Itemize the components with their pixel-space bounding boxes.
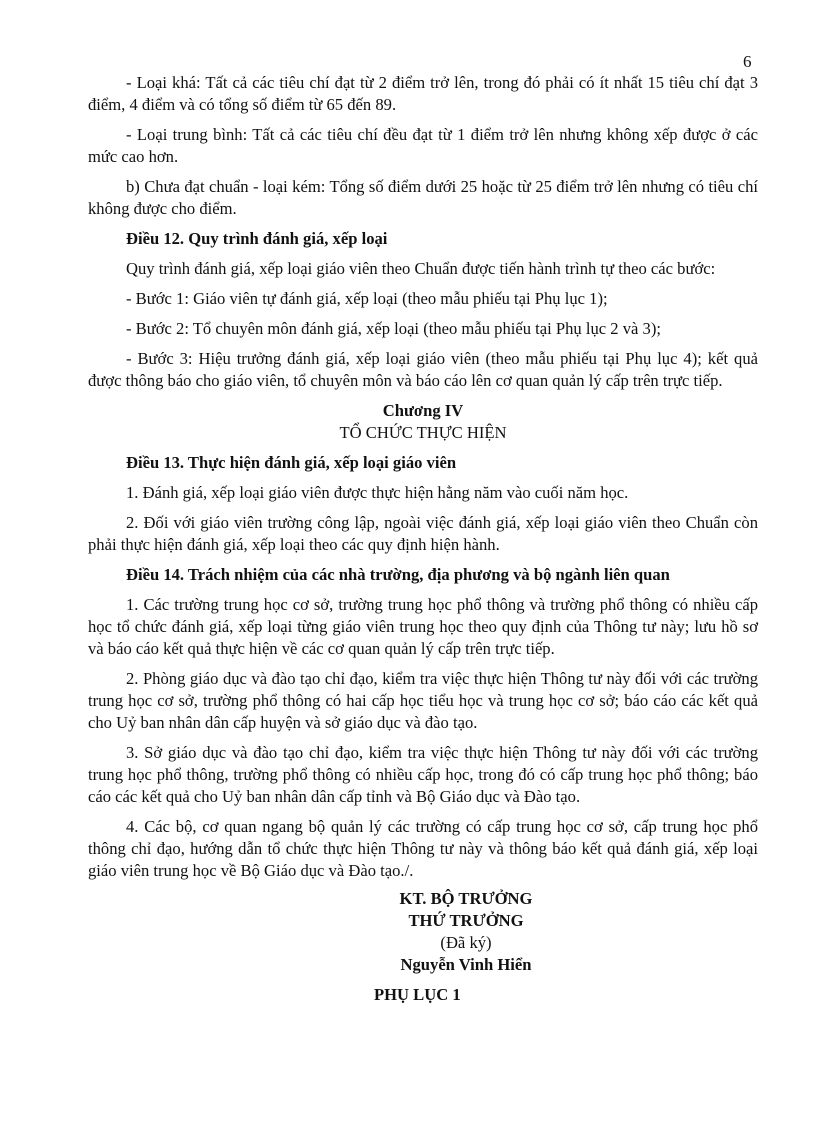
paragraph-chua-dat-chuan: b) Chưa đạt chuẩn - loại kém: Tổng số điểm dưới 25 hoặc từ 25 điểm trở lên nhưng có tiêu chí không được cho điểm. — [88, 177, 758, 218]
paragraph-buoc-2: - Bước 2: Tổ chuyên môn đánh giá, xếp loại (theo mẫu phiếu tại Phụ lục 2 và 3); — [126, 319, 661, 338]
paragraph-14-3: 3. Sở giáo dục và đào tạo chỉ đạo, kiểm tra việc thực hiện Thông tư này đối với các trường trung học phổ thông, trường phổ thông có nhiều cấp học, trong đó có cấp trung học phổ thông; báo cáo các kết quả cho Uỷ ban nhân dân cấp tỉnh và Bộ Giáo dục và Đào tạo. — [88, 743, 758, 806]
paragraph-buoc-1: - Bước 1: Giáo viên tự đánh giá, xếp loại (theo mẫu phiếu tại Phụ lục 1); — [126, 289, 608, 308]
signature-block — [356, 888, 576, 976]
page-number: 6 — [743, 52, 752, 71]
article-14-heading: Điều 14. Trách nhiệm của các nhà trường, địa phương và bộ ngành liên quan — [126, 565, 670, 584]
article-13-heading: Điều 13. Thực hiện đánh giá, xếp loại giáo viên — [126, 453, 457, 472]
article-12-heading: Điều 12. Quy trình đánh giá, xếp loại — [126, 229, 388, 248]
paragraph-13-1: 1. Đánh giá, xếp loại giáo viên được thực hiện hằng năm vào cuối năm học. — [126, 483, 629, 502]
signature-role: THỨ TRƯỞNG — [408, 911, 524, 930]
paragraph-14-2: 2. Phòng giáo dục và đào tạo chỉ đạo, kiểm tra việc thực hiện Thông tư này đối với các trường trung học cơ sở, trường phổ thông có hai cấp học tiểu học và trung học cơ sở; báo cáo các kết quả cho Uỷ ban nhân dân cấp huyện và sở giáo dục và đào tạo. — [88, 669, 758, 732]
chapter-subtitle: TỔ CHỨC THỰC HIỆN — [339, 423, 507, 442]
paragraph-loai-kha: - Loại khá: Tất cả các tiêu chí đạt từ 2 điểm trở lên, trong đó phải có ít nhất 15 tiêu chí đạt 3 điểm, 4 điểm và có tổng số điểm từ 65 đến 89. — [88, 73, 758, 114]
paragraph-14-4: 4. Các bộ, cơ quan ngang bộ quản lý các trường có cấp trung học cơ sở, cấp trung học phổ thông chỉ đạo, hướng dẫn tổ chức thực hiện Thông tư này và thông báo kết quả đánh giá, xếp loại giáo viên trung học về Bộ Giáo dục và Đào tạo./. — [88, 817, 758, 880]
paragraph-14-1: 1. Các trường trung học cơ sở, trường trung học phổ thông và trường phổ thông có nhiều cấp học tổ chức đánh giá, xếp loại từng giáo viên trung học theo quy định của Thông tư này; lưu hồ sơ và báo cáo kết quả thực hiện về các cơ quan quản lý cấp trên trực tiếp. — [88, 595, 758, 658]
signature-name: Nguyễn Vinh Hiển — [400, 955, 532, 974]
chapter-heading — [88, 400, 758, 444]
signature-signed: (Đã ký) — [440, 933, 492, 952]
chapter-title: Chương IV — [382, 401, 464, 420]
paragraph-13-2: 2. Đối với giáo viên trường công lập, ngoài việc đánh giá, xếp loại giáo viên theo Chuẩn còn phải thực hiện đánh giá, xếp loại theo các quy định hiện hành. — [88, 513, 758, 554]
signature-title: KT. BỘ TRƯỞNG — [399, 889, 533, 908]
appendix-heading: PHỤ LỤC 1 — [374, 985, 461, 1004]
paragraph-loai-trung-binh: - Loại trung bình: Tất cả các tiêu chí đều đạt từ 1 điểm trở lên nhưng không xếp được ở các mức cao hơn. — [88, 125, 758, 166]
document-body — [88, 72, 758, 1006]
paragraph-quy-trinh: Quy trình đánh giá, xếp loại giáo viên theo Chuẩn được tiến hành trình tự theo các bước: — [126, 259, 716, 278]
paragraph-buoc-3: - Bước 3: Hiệu trưởng đánh giá, xếp loại giáo viên (theo mẫu phiếu tại Phụ lục 4); kết quả được thông báo cho giáo viên, tổ chuyên môn và báo cáo lên cơ quan quản lý cấp trên trực tiếp. — [88, 349, 758, 390]
